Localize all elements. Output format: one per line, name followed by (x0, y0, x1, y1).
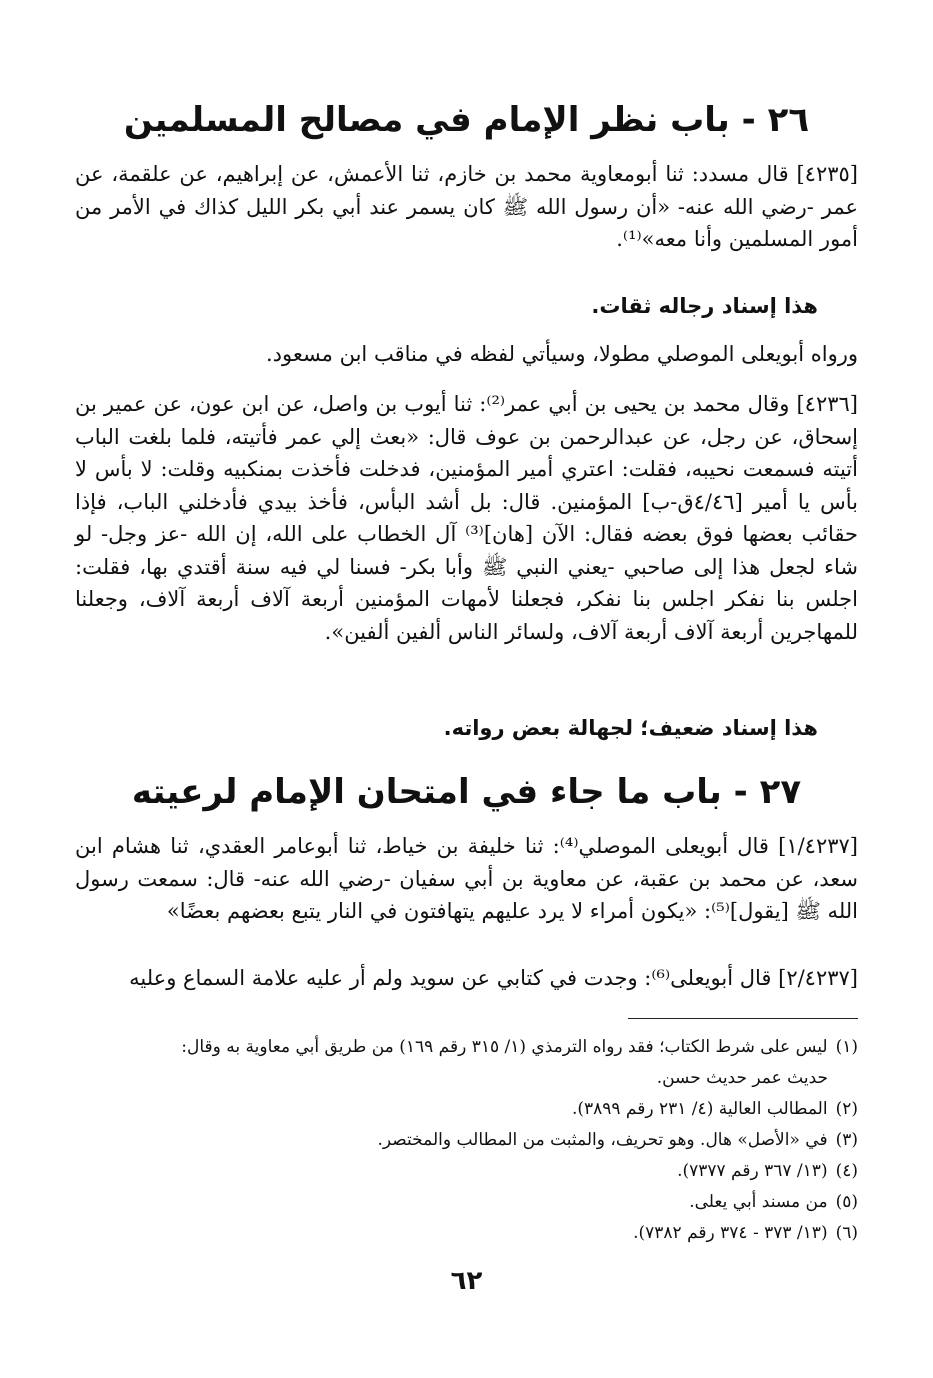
isnad-note-2: هذا إسناد ضعيف؛ لجهالة بعض رواته. (443, 716, 818, 740)
footnote-1: (١)ليس على شرط الكتاب؛ فقد رواه الترمذي (١/ ٣١٥ رقم ١٦٩) من طريق أبي معاوية به وقال: (181, 1037, 858, 1057)
footnote-4: (٤)(١٣/ ٣٦٧ رقم ٧٣٧٧). (677, 1161, 858, 1181)
footnote-6: (٦)(١٣/ ٣٧٣ - ٣٧٤ رقم ٧٣٨٢). (633, 1223, 858, 1243)
page-number: ٦٢ (450, 1266, 483, 1296)
hadith-4237-1: [١/٤٢٣٧] قال أبويعلى الموصلي⁽⁴⁾: ثنا خليفة بن خياط، ثنا أبوعامر العقدي، ثنا هشام ابن سعد، عن محمد بن عقبة، عن معاوية بن أبي سفيان -رضي الله عنه- قال: سمعت رسول الله ﷺ [يقول]⁽⁵⁾: «يكون أمراء لا يرد عليهم يتهافتون في النار يتبع بعضهم بعضًا» (75, 834, 858, 923)
chapter-heading-27: ٢٧ - باب ما جاء في امتحان الإمام لرعيته (131, 772, 802, 812)
hadith-4237-2: [٢/٤٢٣٧] قال أبويعلى⁽⁶⁾: وجدت في كتابي عن سويد ولم أر عليه علامة السماع وعليه (129, 966, 858, 990)
chapter-heading-26: ٢٦ - باب نظر الإمام في مصالح المسلمين (123, 100, 810, 140)
hadith-4235: [٤٢٣٥] قال مسدد: ثنا أبومعاوية محمد بن خازم، ثنا الأعمش، عن إبراهيم، عن علقمة، عن عمر -رضي الله عنه- «أن رسول الله ﷺ كان يسمر عند أبي بكر الليل كذاك في الأمر من أمور المسلمين وأنا معه»⁽¹⁾. (75, 162, 858, 251)
hadith-4236: [٤٢٣٦] وقال محمد بن يحيى بن أبي عمر⁽²⁾: ثنا أيوب بن واصل، عن ابن عون، عن عمير بن إسحاق، عن رجل، عن عبدالرحمن بن عوف قال: «بعث إلي عمر فأتيته، فلما بلغت الباب أتيته فسمعت نحيبه، فقلت: اعتري أمير المؤمنين، فدخلت فأخذت بمنكبيه وقلت: لا بأس لا بأس يا أمير [٤/٤٦ق-ب] المؤمنين. قال: بل أشد البأس، فأخذ بيدي فأدخلني الباب، فإذا حقائب بعضها فوق بعضه فقال: الآن [هان]⁽³⁾ آل الخطاب على الله، إن الله -عز وجل- لو شاء لجعل هذا إلى صاحبي -يعني النبي ﷺ وأبا بكر- فسنا لي فيه سنة أقتدي بها، فقلت: اجلس بنا نفكر اجلس بنا نفكر، فجعلنا لأمهات المؤمنين أربعة آلاف أربعة آلاف، وجعلنا للمهاجرين أربعة آلاف أربعة آلاف، ولسائر الناس ألفين ألفين». (75, 392, 858, 644)
footnote-5: (٥)من مسند أبي يعلى. (689, 1192, 858, 1212)
footnote-divider (628, 1018, 858, 1019)
footnote-2: (٢)المطالب العالية (٤/ ٢٣١ رقم ٣٨٩٩). (571, 1099, 858, 1119)
paragraph-abu-yala: ورواه أبويعلى الموصلي مطولا، وسيأتي لفظه في مناقب ابن مسعود. (265, 342, 858, 366)
footnote-3: (٣)في «الأصل» هال. وهو تحريف، والمثبت من المطالب والمختصر. (377, 1130, 858, 1150)
isnad-note-1: هذا إسناد رجاله ثقات. (591, 294, 818, 318)
footnote-1-continued: حديث عمر حديث حسن. (656, 1068, 828, 1088)
book-page (75, 0, 858, 1378)
